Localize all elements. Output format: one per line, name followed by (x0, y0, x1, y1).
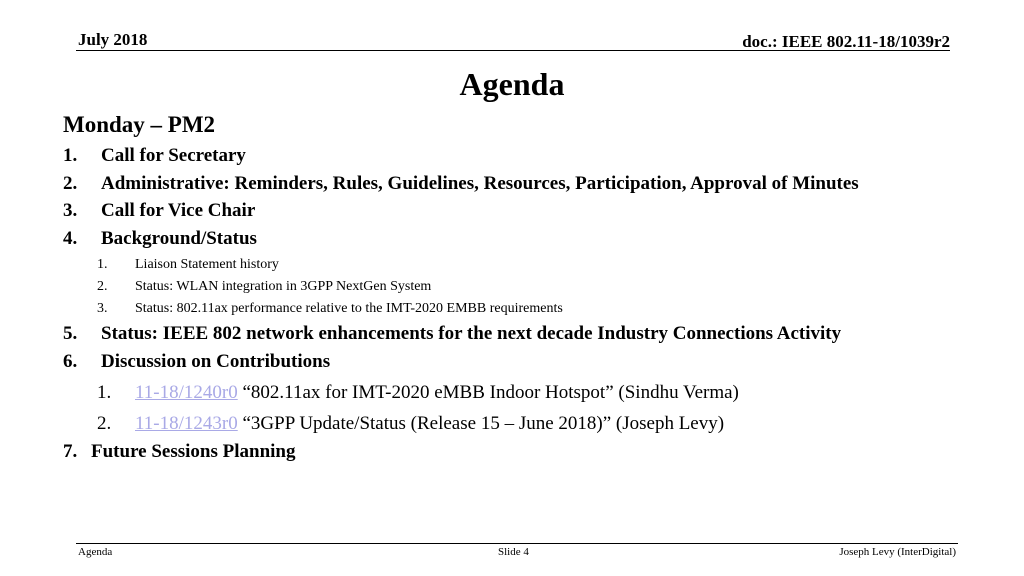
agenda-item-text: Status: IEEE 802 network enhancements for the next decade Industry Connections Activity (101, 323, 842, 344)
agenda-item-text: Call for Secretary (101, 145, 246, 166)
agenda-item-number: 1. (63, 145, 78, 166)
footer-slide-number: Slide 4 (498, 546, 529, 558)
header-divider (76, 50, 950, 51)
slide-title: Agenda (459, 66, 565, 102)
agenda-item-number: 2. (63, 173, 78, 194)
agenda-item-number: 4. (63, 228, 78, 249)
contribution-text: “3GPP Update/Status (Release 15 – June 2018)” (Joseph Levy) (237, 413, 725, 434)
contribution-number: 1. (97, 382, 112, 403)
agenda-item (63, 173, 859, 195)
footer-divider (76, 543, 958, 544)
agenda-item (63, 228, 257, 250)
header-date: July 2018 (78, 30, 148, 49)
sub-item-number: 2. (97, 279, 108, 294)
sub-item-text: Status: WLAN integration in 3GPP NextGen System (135, 279, 432, 294)
agenda-item-number: 5. (63, 323, 78, 344)
agenda-item-text: Background/Status (101, 228, 257, 249)
agenda-item-text: Future Sessions Planning (91, 441, 296, 462)
agenda-item-number: 7. (63, 441, 78, 462)
sub-item (97, 257, 279, 273)
contribution-text: “802.11ax for IMT-2020 eMBB Indoor Hotspot” (Sindhu Verma) (237, 382, 739, 403)
footer-author: Joseph Levy (InterDigital) (839, 546, 956, 558)
agenda-item-number: 3. (63, 200, 78, 221)
header-doc-id: doc.: IEEE 802.11-18/1039r2 (742, 32, 950, 51)
agenda-item (63, 200, 255, 222)
footer-left: Agenda (78, 546, 113, 558)
contribution-link[interactable]: 11-18/1240r0 (135, 382, 238, 403)
agenda-item-text: Discussion on Contributions (101, 351, 331, 372)
sub-item-number: 1. (97, 257, 108, 272)
contribution-link[interactable]: 11-18/1243r0 (135, 413, 238, 434)
agenda-item (63, 323, 841, 345)
agenda-item (63, 351, 330, 373)
agenda-item-number: 6. (63, 351, 78, 372)
agenda-item (63, 441, 295, 463)
agenda-item-text: Call for Vice Chair (101, 200, 256, 221)
agenda-item-text: Administrative: Reminders, Rules, Guidelines, Resources, Participation, Approval of Minutes (101, 173, 859, 194)
sub-item-number: 3. (97, 301, 108, 316)
sub-item (97, 301, 563, 317)
contribution-item (97, 413, 724, 435)
sub-item (97, 279, 431, 295)
contribution-number: 2. (97, 413, 112, 434)
agenda-item (63, 145, 246, 167)
section-title: Monday – PM2 (63, 112, 216, 137)
sub-item-text: Liaison Statement history (135, 257, 279, 272)
contribution-item (97, 382, 739, 404)
sub-item-text: Status: 802.11ax performance relative to the IMT-2020 EMBB requirements (135, 301, 563, 316)
